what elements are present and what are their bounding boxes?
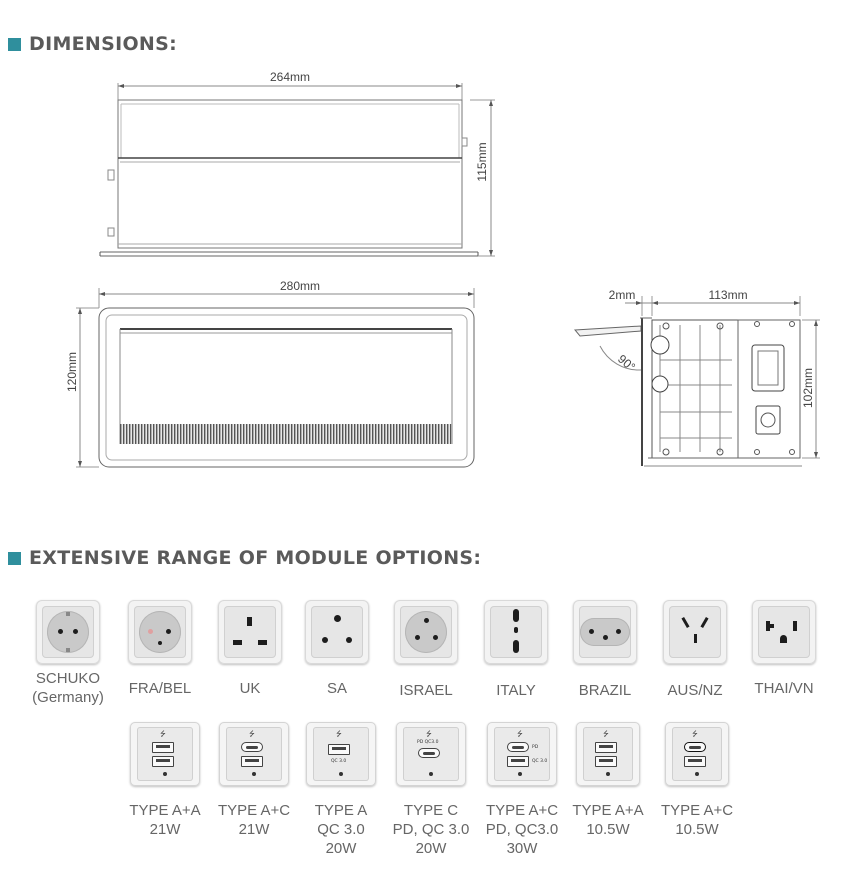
top-view-drawing [100, 83, 495, 256]
usb-a-c-10-5w-icon: ⭍ [665, 722, 729, 786]
dimensions-title: DIMENSIONS: [29, 33, 178, 55]
front-width-label: 280mm [279, 279, 321, 293]
aus-nz-label: AUS/NZ [667, 682, 723, 699]
usb-a-c-21w-icon: ⭍ [219, 722, 289, 786]
schuko-label: SCHUKO (Germany) [32, 670, 104, 706]
lid-angle-label: 90° [615, 351, 639, 375]
schuko-socket-icon [36, 600, 100, 664]
usb-a-a-21w-icon: ⭍ [130, 722, 200, 786]
italy-label: ITALY [496, 682, 536, 699]
usb-a-qc3-label: TYPE A QC 3.0 20W [314, 802, 368, 857]
thai-vn-label: THAI/VN [754, 680, 814, 697]
usb-a-c-pd-30w-icon: ⭍ PD QC 3.0 [487, 722, 557, 786]
sa-label: SA [326, 680, 347, 697]
usb-a-a-10-5w-label: TYPE A+A 10.5W [572, 802, 644, 838]
front-height-label: 120mm [65, 351, 79, 393]
sa-socket-icon [305, 600, 369, 664]
usb-a-c-21w-label: TYPE A+C 21W [217, 802, 291, 838]
top-height-label: 115mm [475, 142, 489, 182]
brush-strip [120, 424, 452, 444]
brazil-label: BRAZIL [578, 682, 632, 699]
usb-a-qc3-icon: ⭍ QC 3.0 [306, 722, 376, 786]
uk-socket-icon [218, 600, 282, 664]
fra-bel-label: FRA/BEL [128, 680, 192, 697]
usb-a-c-10-5w-label: TYPE A+C 10.5W [660, 802, 734, 838]
italy-socket-icon [484, 600, 548, 664]
heading-bullet [8, 552, 21, 565]
modules-heading [8, 547, 481, 569]
top-width-label: 264mm [269, 70, 311, 84]
usb-c-pd-qc3-label: TYPE C PD, QC 3.0 20W [392, 802, 470, 857]
side-width-label: 113mm [708, 288, 748, 302]
brazil-socket-icon [573, 600, 637, 664]
modules-title: EXTENSIVE RANGE OF MODULE OPTIONS: [29, 547, 482, 569]
usb-a-c-pd-30w-label: TYPE A+C PD, QC3.0 30W [485, 802, 559, 857]
fra-bel-socket-icon [128, 600, 192, 664]
side-gap-label: 2mm [608, 288, 636, 302]
usb-a-a-10-5w-icon: ⭍ [576, 722, 640, 786]
uk-label: UK [239, 680, 261, 697]
usb-c-pd-qc3-icon: ⭍ PD QC3.0 [396, 722, 466, 786]
side-view-drawing [575, 296, 820, 466]
thai-vn-socket-icon [752, 600, 816, 664]
aus-nz-socket-icon [663, 600, 727, 664]
usb-a-a-21w-label: TYPE A+A 21W [129, 802, 201, 838]
israel-socket-icon [394, 600, 458, 664]
side-height-label: 102mm [801, 367, 815, 409]
israel-label: ISRAEL [399, 682, 453, 699]
